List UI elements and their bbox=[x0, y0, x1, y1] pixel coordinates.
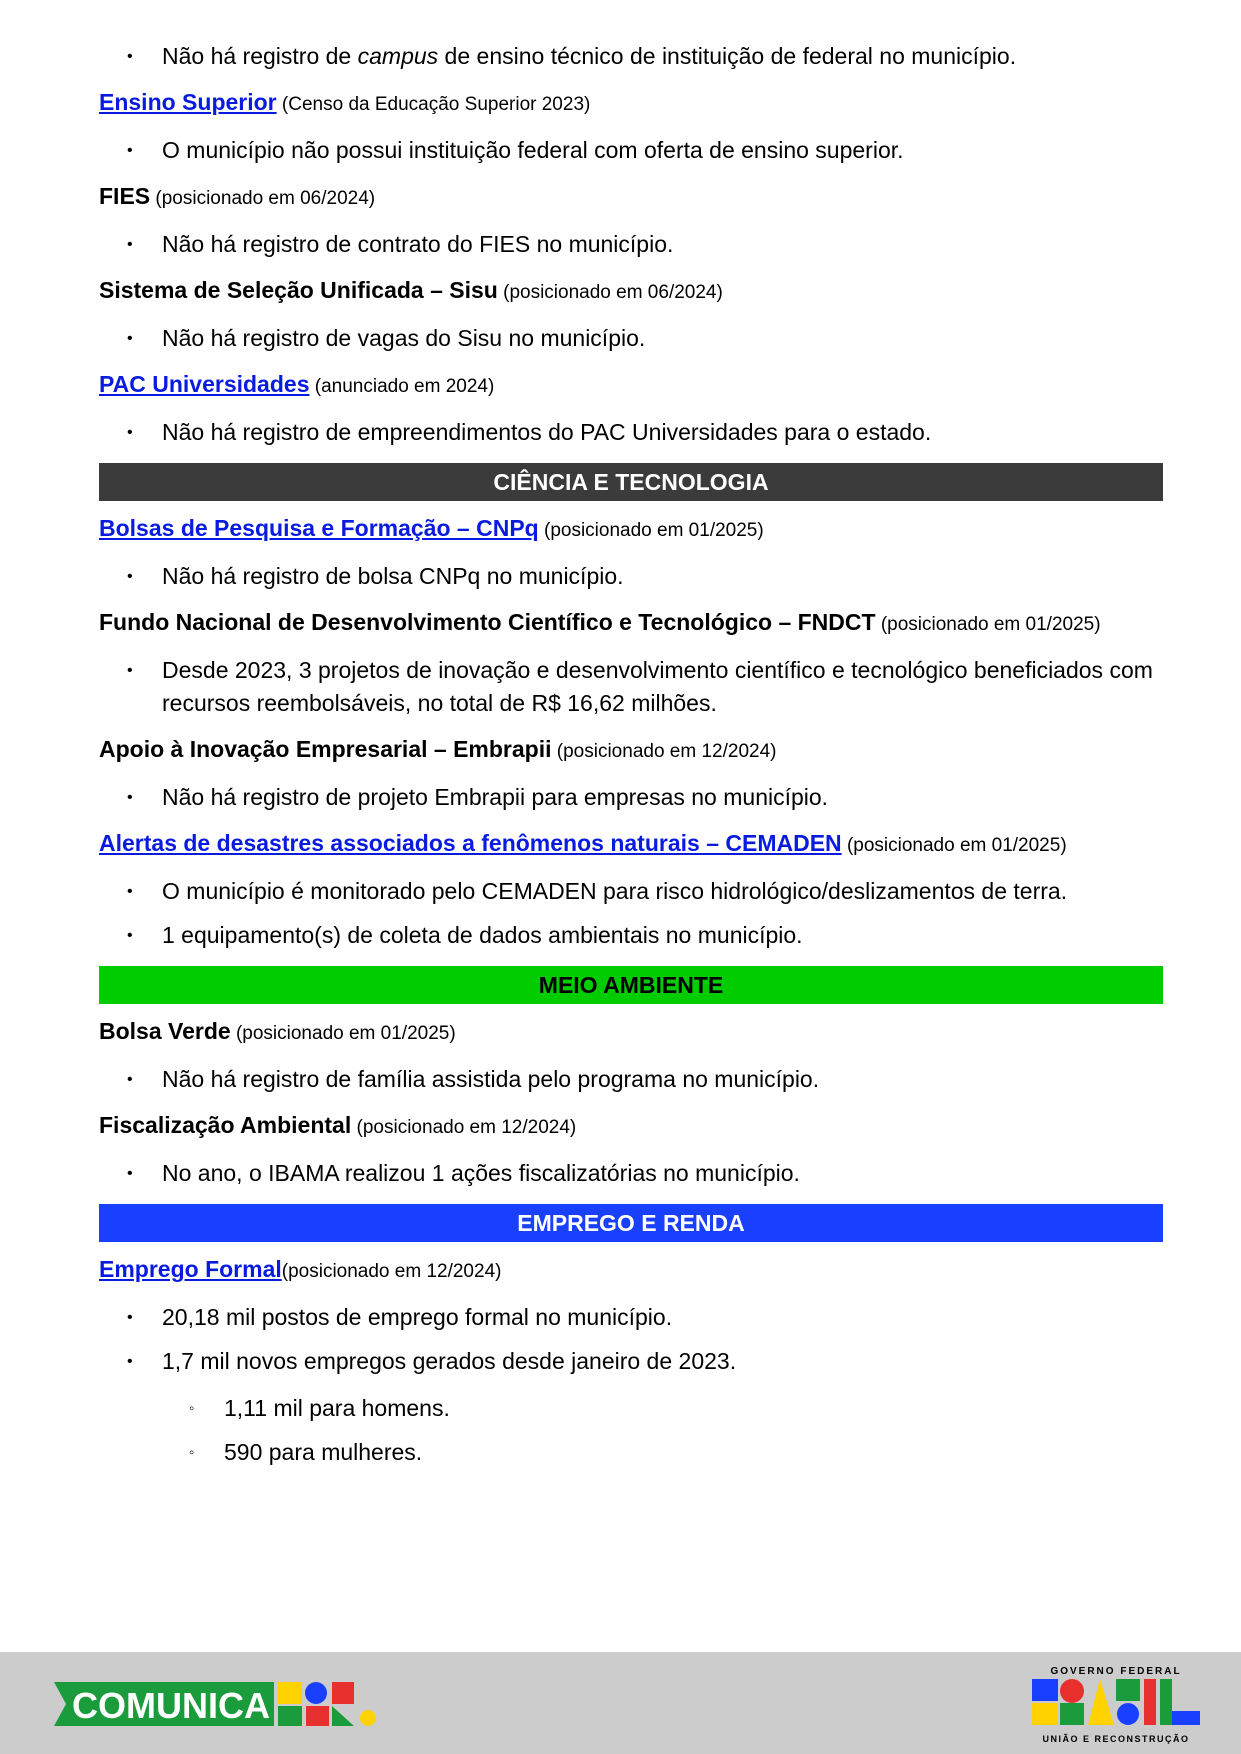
bullet-icon: • bbox=[127, 662, 133, 679]
bullet-icon: • bbox=[127, 1165, 133, 1182]
item-text: 1,7 mil novos empregos gerados desde janeiro de 2023. bbox=[162, 1348, 737, 1374]
list-item bbox=[99, 1392, 1163, 1425]
item-text: Não há registro de vagas do Sisu no município. bbox=[162, 325, 646, 351]
bullet-icon: • bbox=[127, 236, 133, 253]
item-text: Não há registro de bbox=[162, 43, 358, 69]
section-date-note: (posicionado em 01/2025) bbox=[875, 614, 1101, 635]
bullet-list bbox=[99, 781, 1163, 814]
section-title-link[interactable]: Bolsas de Pesquisa e Formação – CNPq bbox=[99, 515, 539, 541]
list-item bbox=[99, 322, 1163, 355]
item-text: Não há registro de projeto Embrapii para empresas no município. bbox=[162, 784, 829, 810]
bullet-list bbox=[99, 322, 1163, 355]
comunica-wordmark: COMUNICA bbox=[72, 1685, 270, 1726]
bullet-list bbox=[99, 228, 1163, 261]
list-item bbox=[99, 919, 1163, 952]
section-date-note: (posicionado em 12/2024) bbox=[551, 741, 777, 762]
emphasis-text: campus bbox=[357, 43, 439, 69]
item-text: 1 equipamento(s) de coleta de dados ambientais no município. bbox=[162, 922, 803, 948]
list-item bbox=[99, 560, 1163, 593]
section-title-link[interactable]: Alertas de desastres associados a fenômenos naturais – CEMADEN bbox=[99, 830, 842, 856]
list-item bbox=[99, 416, 1163, 449]
section-date-note: (anunciado em 2024) bbox=[309, 376, 495, 397]
section-date-note: (Censo da Educação Superior 2023) bbox=[276, 94, 591, 115]
bullet-icon: • bbox=[127, 330, 133, 347]
list-item bbox=[99, 40, 1163, 73]
section-heading bbox=[99, 734, 1163, 767]
section-date-note: (posicionado em 06/2024) bbox=[150, 188, 376, 209]
bullet-list bbox=[99, 40, 1163, 73]
list-item bbox=[99, 1301, 1163, 1334]
section-date-note: (posicionado em 06/2024) bbox=[497, 282, 723, 303]
list-item bbox=[99, 1345, 1163, 1378]
list-item bbox=[99, 1157, 1163, 1190]
item-text: Não há registro de bolsa CNPq no município. bbox=[162, 563, 624, 589]
circle-bullet-icon: ◦ bbox=[189, 1400, 195, 1417]
section-title: Fiscalização Ambiental bbox=[99, 1112, 352, 1138]
item-text: Não há registro de família assistida pelo programa no município. bbox=[162, 1066, 820, 1092]
item-text: Não há registro de empreendimentos do PAC Universidades para o estado. bbox=[162, 419, 932, 445]
list-item bbox=[99, 875, 1163, 908]
section-heading bbox=[99, 1254, 1163, 1287]
governo-federal-label: GOVERNO FEDERAL bbox=[1050, 1666, 1182, 1677]
list-item bbox=[99, 1436, 1163, 1469]
section-title-link[interactable]: Emprego Formal bbox=[99, 1256, 282, 1282]
section-heading bbox=[99, 513, 1163, 546]
bullet-icon: • bbox=[127, 1353, 133, 1370]
bullet-list bbox=[99, 654, 1163, 720]
section-date-note: (posicionado em 01/2025) bbox=[841, 835, 1067, 856]
section-heading bbox=[99, 1016, 1163, 1049]
bullet-icon: • bbox=[127, 883, 133, 900]
section-heading bbox=[99, 275, 1163, 308]
item-text: 1,11 mil para homens. bbox=[224, 1395, 450, 1421]
sub-bullet-list bbox=[99, 1392, 1163, 1469]
bullet-icon: • bbox=[127, 142, 133, 159]
bullet-list bbox=[99, 1157, 1163, 1190]
section-title-link[interactable]: PAC Universidades bbox=[99, 371, 310, 397]
item-text: Desde 2023, 3 projetos de inovação e desenvolvimento científico e tecnológico beneficiados com recursos reembolsáveis, no total de R$ 16,62 milhões. bbox=[162, 657, 1153, 716]
section-heading bbox=[99, 87, 1163, 120]
bullet-icon: • bbox=[127, 568, 133, 585]
section-title-link[interactable]: Ensino Superior bbox=[99, 89, 277, 115]
section-heading bbox=[99, 181, 1163, 214]
section-date-note: (posicionado em 12/2024) bbox=[351, 1117, 577, 1138]
circle-bullet-icon: ◦ bbox=[189, 1444, 195, 1461]
item-text: O município é monitorado pelo CEMADEN para risco hidrológico/deslizamentos de terra. bbox=[162, 878, 1068, 904]
comunica-br-logo bbox=[54, 1678, 384, 1735]
list-item bbox=[99, 781, 1163, 814]
section-title: FIES bbox=[99, 183, 151, 209]
list-item bbox=[99, 1063, 1163, 1096]
bullet-icon: • bbox=[127, 48, 133, 65]
bullet-list bbox=[99, 134, 1163, 167]
list-item bbox=[99, 654, 1163, 720]
bullet-list bbox=[99, 875, 1163, 952]
document-body bbox=[99, 40, 1163, 1483]
footer bbox=[0, 1652, 1241, 1754]
section-heading bbox=[99, 828, 1163, 861]
bullet-icon: • bbox=[127, 1309, 133, 1326]
brasil-mark bbox=[1030, 1677, 1202, 1729]
section-date-note: (posicionado em 01/2025) bbox=[230, 1023, 456, 1044]
category-banner: CIÊNCIA E TECNOLOGIA bbox=[99, 463, 1163, 501]
bullet-list bbox=[99, 416, 1163, 449]
category-banner: EMPREGO E RENDA bbox=[99, 1204, 1163, 1242]
item-text: 20,18 mil postos de emprego formal no município. bbox=[162, 1304, 673, 1330]
uniao-reconstrucao-label: UNIÃO E RECONSTRUÇÃO bbox=[1042, 1734, 1190, 1744]
section-title: Apoio à Inovação Empresarial – Embrapii bbox=[99, 736, 552, 762]
section-heading bbox=[99, 369, 1163, 402]
bullet-icon: • bbox=[127, 1071, 133, 1088]
bullet-icon: • bbox=[127, 789, 133, 806]
bullet-icon: • bbox=[127, 927, 133, 944]
bullet-list bbox=[99, 560, 1163, 593]
governo-federal-logo bbox=[1030, 1666, 1202, 1744]
item-text: 590 para mulheres. bbox=[224, 1439, 423, 1465]
section-title: Fundo Nacional de Desenvolvimento Científico e Tecnológico – FNDCT bbox=[99, 609, 876, 635]
item-text: de ensino técnico de instituição de federal no município. bbox=[438, 43, 1017, 69]
section-title: Sistema de Seleção Unificada – Sisu bbox=[99, 277, 498, 303]
list-item bbox=[99, 228, 1163, 261]
category-banner: MEIO AMBIENTE bbox=[99, 966, 1163, 1004]
section-date-note: (posicionado em 12/2024) bbox=[281, 1261, 502, 1282]
bullet-icon: • bbox=[127, 424, 133, 441]
list-item bbox=[99, 134, 1163, 167]
section-heading bbox=[99, 1110, 1163, 1143]
section-date-note: (posicionado em 01/2025) bbox=[538, 520, 764, 541]
item-text: O município não possui instituição federal com oferta de ensino superior. bbox=[162, 137, 904, 163]
section-title: Bolsa Verde bbox=[99, 1018, 231, 1044]
bullet-list bbox=[99, 1063, 1163, 1096]
item-text: Não há registro de contrato do FIES no município. bbox=[162, 231, 674, 257]
bullet-list bbox=[99, 1301, 1163, 1378]
item-text: No ano, o IBAMA realizou 1 ações fiscalizatórias no município. bbox=[162, 1160, 800, 1186]
section-heading bbox=[99, 607, 1163, 640]
